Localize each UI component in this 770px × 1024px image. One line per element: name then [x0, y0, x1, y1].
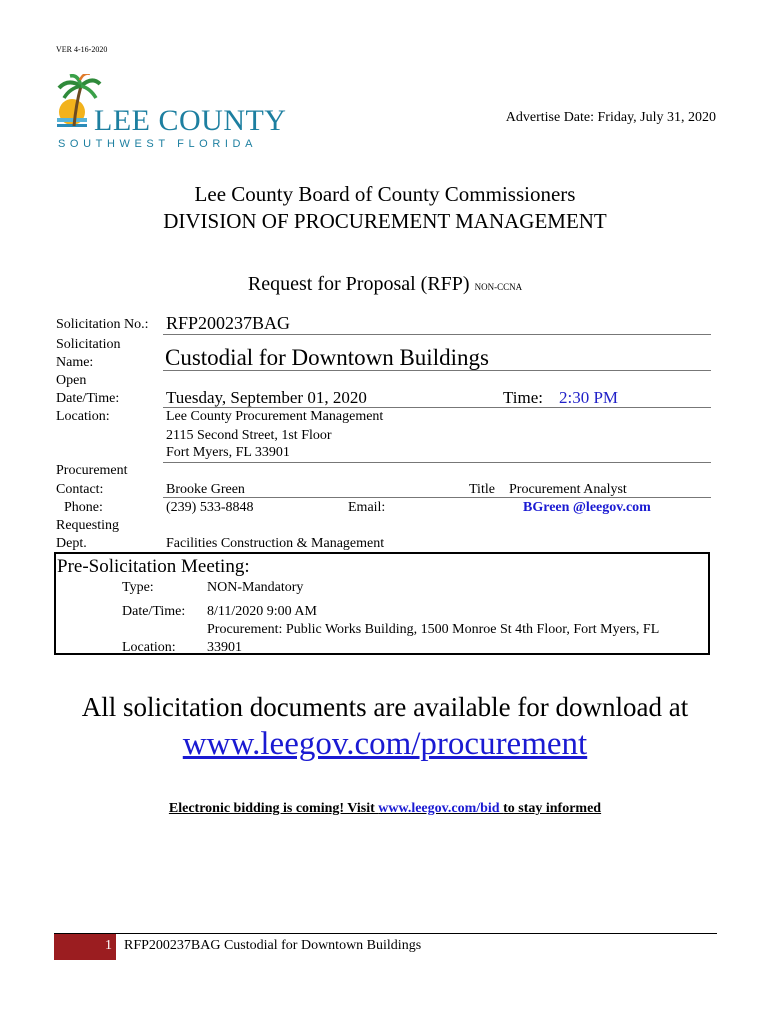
meeting-datetime-label: Date/Time:	[122, 604, 186, 619]
meeting-heading: Pre-Solicitation Meeting:	[57, 556, 250, 577]
meeting-type-value: NON-Mandatory	[207, 580, 304, 595]
contact-label-2: Contact:	[56, 482, 104, 497]
notice-prefix: Electronic bidding is coming! Visit	[168, 801, 379, 816]
dept-label-2: Dept.	[56, 536, 87, 551]
meeting-location-label: Location:	[122, 640, 176, 655]
phone-label: Phone:	[64, 500, 103, 515]
meeting-location-line-2: 33901	[207, 640, 242, 655]
page-number: 1	[105, 938, 112, 953]
dept-value: Facilities Construction & Management	[166, 536, 385, 551]
location-line-1: Lee County Procurement Management	[166, 409, 384, 424]
notice-suffix: to stay informed	[503, 801, 602, 816]
divider	[163, 497, 711, 498]
board-title: Lee County Board of County Commissioners	[194, 182, 576, 206]
title-value: Procurement Analyst	[509, 482, 627, 497]
solicitation-no-label: Solicitation No.:	[56, 317, 149, 332]
solicitation-name-label-2: Name:	[56, 355, 94, 370]
rfp-tag: NON-CCNA	[474, 282, 523, 292]
meeting-datetime-value: 8/11/2020 9:00 AM	[207, 604, 317, 619]
time-value: 2:30 PM	[559, 388, 619, 407]
location-line-2: 2115 Second Street, 1st Floor	[166, 428, 332, 443]
time-label: Time:	[503, 388, 544, 407]
email-label: Email:	[348, 500, 386, 515]
footer-text: RFP200237BAG Custodial for Downtown Buildings	[124, 938, 422, 953]
meeting-type-label: Type:	[122, 580, 154, 595]
divider	[163, 370, 711, 371]
divider	[163, 334, 711, 335]
advertise-date: Advertise Date: Friday, July 31, 2020	[505, 110, 716, 125]
dept-label-1: Requesting	[56, 518, 119, 533]
procurement-url-link[interactable]: www.leegov.com/procurement	[182, 726, 588, 762]
open-label-1: Open	[56, 373, 87, 388]
logo-tagline: SOUTHWEST FLORIDA	[58, 138, 258, 150]
solicitation-name-label-1: Solicitation	[56, 337, 121, 352]
logo-wordmark: LEE COUNTY	[94, 104, 287, 137]
open-date-value: Tuesday, September 01, 2020	[166, 388, 367, 407]
footer-rule	[54, 933, 717, 934]
bid-link[interactable]: www.leegov.com/bid	[378, 801, 504, 816]
rfp-heading	[0, 273, 770, 296]
email-link[interactable]: BGreen @leegov.com	[523, 500, 651, 515]
location-line-3: Fort Myers, FL 33901	[166, 445, 290, 460]
location-label: Location:	[56, 409, 110, 424]
open-label-2: Date/Time:	[56, 391, 120, 406]
title-label: Title	[469, 482, 495, 497]
phone-value: (239) 533-8848	[166, 500, 254, 515]
solicitation-name-value: Custodial for Downtown Buildings	[165, 345, 489, 370]
version-label: VER 4-16-2020	[56, 45, 108, 54]
contact-label-1: Procurement	[56, 463, 128, 478]
divider	[163, 462, 711, 463]
solicitation-no-value: RFP200237BAG	[166, 313, 291, 333]
division-title: DIVISION OF PROCUREMENT MANAGEMENT	[163, 209, 607, 233]
rfp-title: Request for Proposal (RFP)	[247, 273, 470, 295]
electronic-bidding-notice	[0, 801, 770, 817]
contact-name: Brooke Green	[166, 482, 245, 497]
meeting-location-line-1: Procurement: Public Works Building, 1500 Monroe St 4th Floor, Fort Myers, FL	[207, 622, 660, 637]
download-text: All solicitation documents are available for download at	[81, 692, 689, 722]
